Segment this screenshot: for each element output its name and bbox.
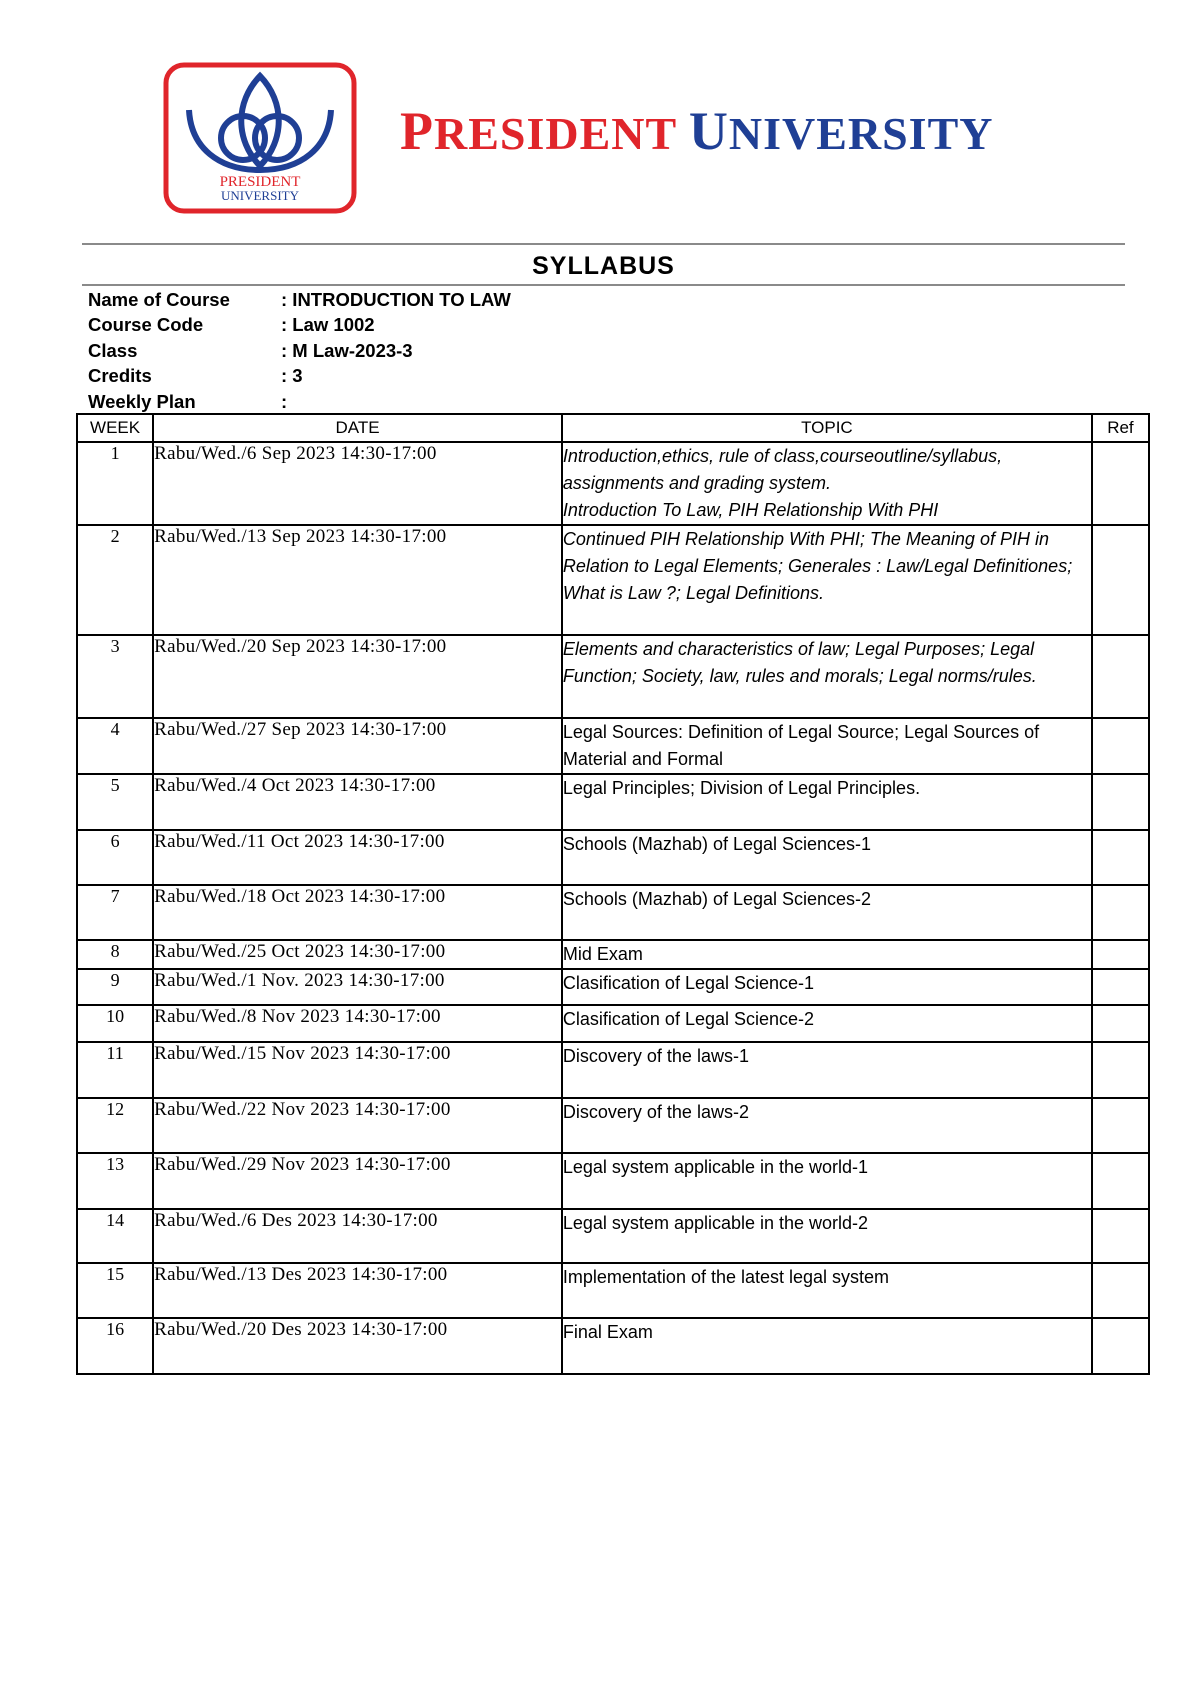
week-cell: 10	[77, 1005, 153, 1042]
ref-cell	[1092, 1098, 1149, 1153]
meta-key: Course Code	[88, 314, 204, 336]
topic-cell: Clasification of Legal Science-2	[562, 1005, 1092, 1042]
ref-cell	[1092, 1153, 1149, 1209]
week-cell: 8	[77, 940, 153, 969]
logo-text-line2: UNIVERSITY	[221, 188, 299, 203]
table-row	[77, 969, 1149, 1005]
topic-cell: Schools (Mazhab) of Legal Sciences-2	[562, 885, 1092, 940]
topic-cell: Schools (Mazhab) of Legal Sciences-1	[562, 830, 1092, 885]
date-cell: Rabu/Wed./6 Des 2023 14:30-17:00	[153, 1209, 562, 1263]
week-cell: 5	[77, 774, 153, 830]
meta-row-class	[88, 338, 511, 364]
week-cell: 11	[77, 1042, 153, 1098]
week-cell: 14	[77, 1209, 153, 1263]
ref-cell	[1092, 1005, 1149, 1042]
meta-key: Weekly Plan	[88, 390, 196, 412]
header-date: DATE	[153, 414, 562, 442]
date-cell: Rabu/Wed./4 Oct 2023 14:30-17:00	[153, 774, 562, 830]
brand-word1-initial: P	[400, 101, 434, 161]
table-row	[77, 1153, 1149, 1209]
ref-cell	[1092, 940, 1149, 969]
week-cell: 13	[77, 1153, 153, 1209]
ref-cell	[1092, 1042, 1149, 1098]
date-cell: Rabu/Wed./8 Nov 2023 14:30-17:00	[153, 1005, 562, 1042]
ref-cell	[1092, 774, 1149, 830]
week-cell: 9	[77, 969, 153, 1005]
brand-word2-rest: NIVERSITY	[728, 108, 994, 159]
ref-cell	[1092, 1263, 1149, 1318]
week-cell: 3	[77, 635, 153, 718]
table-row	[77, 1042, 1149, 1098]
ref-cell	[1092, 525, 1149, 635]
table-row	[77, 1318, 1149, 1374]
topic-cell: Clasification of Legal Science-1	[562, 969, 1092, 1005]
table-row	[77, 718, 1149, 774]
date-cell: Rabu/Wed./15 Nov 2023 14:30-17:00	[153, 1042, 562, 1098]
topic-text-2: Introduction To Law, PIH Relationship With PHI	[562, 500, 939, 520]
topic-cell: Implementation of the latest legal system	[562, 1263, 1092, 1318]
topic-cell: Continued PIH Relationship With PHI; The Meaning of PIH in Relation to Legal Elements; Generales : Law/Legal Definitiones; What is Law ?; Legal Definitions.	[562, 525, 1092, 635]
week-cell: 6	[77, 830, 153, 885]
ref-cell	[1092, 718, 1149, 774]
table-row	[77, 525, 1149, 635]
brand-word1-rest: RESIDENT	[434, 108, 677, 159]
brand-word2-initial: U	[688, 101, 729, 161]
table-row	[77, 1005, 1149, 1042]
week-cell: 1	[77, 442, 153, 525]
table-row	[77, 830, 1149, 885]
meta-value: :	[281, 390, 288, 412]
date-cell: Rabu/Wed./20 Sep 2023 14:30-17:00	[153, 635, 562, 718]
ref-cell	[1092, 969, 1149, 1005]
header-ref: Ref	[1092, 414, 1149, 442]
topic-cell: Legal system applicable in the world-1	[562, 1153, 1092, 1209]
logo-text-line1: PRESIDENT	[219, 174, 301, 190]
ref-cell	[1092, 830, 1149, 885]
topic-text: Introduction,ethics, rule of class,courseoutline/syllabus, assignments and grading system.	[562, 446, 1003, 493]
university-wordmark	[400, 100, 994, 162]
table-header-row	[77, 414, 1149, 442]
topic-cell: Legal Principles; Division of Legal Principles.	[562, 774, 1092, 830]
header-week: WEEK	[77, 414, 153, 442]
meta-value: : M Law-2023-3	[281, 339, 413, 361]
topic-cell: Mid Exam	[562, 940, 1092, 969]
week-cell: 15	[77, 1263, 153, 1318]
topic-cell: Final Exam	[562, 1318, 1092, 1374]
course-info	[88, 287, 511, 415]
header-topic: TOPIC	[562, 414, 1092, 442]
topic-cell: Legal system applicable in the world-2	[562, 1209, 1092, 1263]
meta-row-credits	[88, 364, 511, 390]
ref-cell	[1092, 635, 1149, 718]
ref-cell	[1092, 442, 1149, 525]
date-cell: Rabu/Wed./27 Sep 2023 14:30-17:00	[153, 718, 562, 774]
week-cell: 4	[77, 718, 153, 774]
top-divider	[82, 243, 1125, 245]
ref-cell	[1092, 1318, 1149, 1374]
meta-row-course-code	[88, 313, 511, 339]
meta-row-course-name	[88, 287, 511, 313]
table-row	[77, 774, 1149, 830]
weekly-plan-table	[76, 413, 1150, 1375]
date-cell: Rabu/Wed./1 Nov. 2023 14:30-17:00	[153, 969, 562, 1005]
week-cell: 16	[77, 1318, 153, 1374]
week-cell: 12	[77, 1098, 153, 1153]
meta-key: Credits	[88, 365, 152, 387]
topic-cell: Legal Sources: Definition of Legal Source; Legal Sources of Material and Formal	[562, 718, 1092, 774]
date-cell: Rabu/Wed./6 Sep 2023 14:30-17:00	[153, 442, 562, 525]
topic-cell: Discovery of the laws-2	[562, 1098, 1092, 1153]
topic-cell: Discovery of the laws-1	[562, 1042, 1092, 1098]
week-cell: 2	[77, 525, 153, 635]
university-logo	[163, 62, 357, 214]
table-row	[77, 442, 1149, 525]
date-cell: Rabu/Wed./13 Des 2023 14:30-17:00	[153, 1263, 562, 1318]
title-divider	[82, 284, 1125, 286]
meta-key: Name of Course	[88, 288, 230, 310]
week-cell: 7	[77, 885, 153, 940]
table-row	[77, 1098, 1149, 1153]
meta-row-weekly-plan	[88, 389, 511, 415]
date-cell: Rabu/Wed./18 Oct 2023 14:30-17:00	[153, 885, 562, 940]
table-row	[77, 635, 1149, 718]
topic-cell	[562, 442, 1092, 525]
date-cell: Rabu/Wed./11 Oct 2023 14:30-17:00	[153, 830, 562, 885]
meta-value: : 3	[281, 365, 303, 387]
date-cell: Rabu/Wed./29 Nov 2023 14:30-17:00	[153, 1153, 562, 1209]
table-row	[77, 1263, 1149, 1318]
table-row	[77, 940, 1149, 969]
table-row	[77, 885, 1149, 940]
meta-value: : INTRODUCTION TO LAW	[281, 288, 511, 310]
page-title: SYLLABUS	[532, 252, 675, 280]
date-cell: Rabu/Wed./20 Des 2023 14:30-17:00	[153, 1318, 562, 1374]
topic-cell: Elements and characteristics of law; Legal Purposes; Legal Function; Society, law, rules and morals; Legal norms/rules.	[562, 635, 1092, 718]
date-cell: Rabu/Wed./22 Nov 2023 14:30-17:00	[153, 1098, 562, 1153]
meta-value: : Law 1002	[281, 314, 375, 336]
ref-cell	[1092, 885, 1149, 940]
ref-cell	[1092, 1209, 1149, 1263]
meta-key: Class	[88, 339, 138, 361]
table-row	[77, 1209, 1149, 1263]
date-cell: Rabu/Wed./13 Sep 2023 14:30-17:00	[153, 525, 562, 635]
date-cell: Rabu/Wed./25 Oct 2023 14:30-17:00	[153, 940, 562, 969]
